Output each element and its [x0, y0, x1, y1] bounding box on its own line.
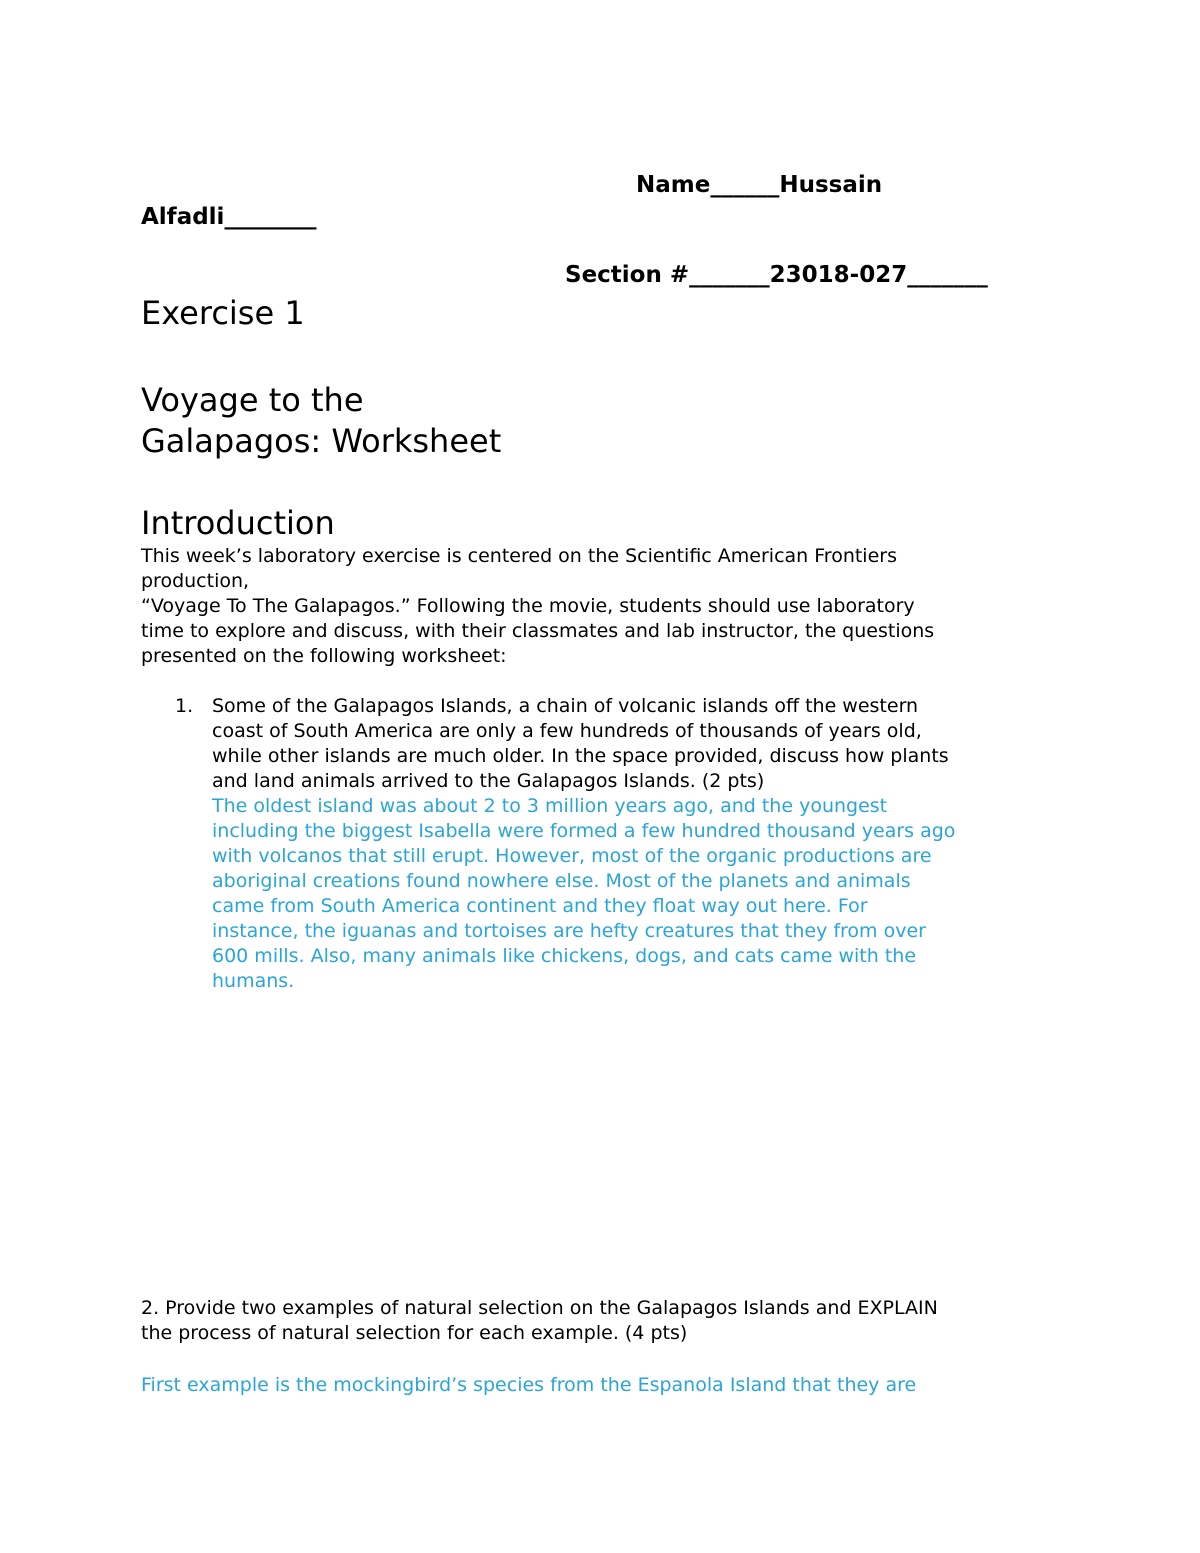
answer-1-line: instance, the iguanas and tortoises are hefty creatures that they from over	[212, 920, 926, 942]
question-1-body	[212, 694, 955, 994]
question-1-line: and land animals arrived to the Galapagos Islands. (2 pts)	[212, 770, 765, 792]
section-line: Section #_______23018-027_______	[565, 262, 988, 288]
answer-1-line: came from South America continent and they float way out here. For	[212, 895, 868, 917]
answer-1-line: The oldest island was about 2 to 3 million years ago, and the youngest	[212, 795, 888, 817]
answer-1-line: aboriginal creations found nowhere else. Most of the planets and animals	[212, 870, 911, 892]
name-line: Name______Hussain	[636, 172, 883, 198]
exercise-title: Exercise 1	[141, 294, 305, 332]
question-2-line: 2. Provide two examples of natural selection on the Galapagos Islands and EXPLAIN	[141, 1297, 938, 1319]
question-1-line: coast of South America are only a few hundreds of thousands of years old,	[212, 720, 922, 742]
question-2-line: the process of natural selection for each example. (4 pts)	[141, 1322, 688, 1344]
question-1-line: Some of the Galapagos Islands, a chain of volcanic islands off the western	[212, 695, 919, 717]
answer-2-line: First example is the mockingbird’s species from the Espanola Island that they are	[141, 1374, 917, 1396]
intro-line: time to explore and discuss, with their classmates and lab instructor, the questions	[141, 620, 935, 642]
question-1-number: 1.	[175, 695, 194, 717]
answer-1-line: including the biggest Isabella were formed a few hundred thousand years ago	[212, 820, 956, 842]
intro-line: presented on the following worksheet:	[141, 645, 507, 667]
question-1-line: while other islands are much older. In the space provided, discuss how plants	[212, 745, 949, 767]
worksheet-title-line2: Galapagos: Worksheet	[141, 422, 502, 460]
intro-line: production,	[141, 570, 250, 592]
intro-line: “Voyage To The Galapagos.” Following the movie, students should use laboratory	[141, 595, 915, 617]
introduction-heading: Introduction	[141, 504, 335, 542]
question-2	[141, 1296, 938, 1346]
worksheet-title-line1: Voyage to the	[141, 381, 364, 419]
intro-line: This week’s laboratory exercise is centered on the Scientific American Frontiers	[141, 545, 897, 567]
intro-paragraph	[141, 544, 934, 669]
answer-1-line: 600 mills. Also, many animals like chickens, dogs, and cats came with the	[212, 945, 917, 967]
answer-1-line: humans.	[212, 970, 295, 992]
answer-1-line: with volcanos that still erupt. However, most of the organic productions are	[212, 845, 932, 867]
name-continuation: Alfadli________	[141, 204, 317, 230]
